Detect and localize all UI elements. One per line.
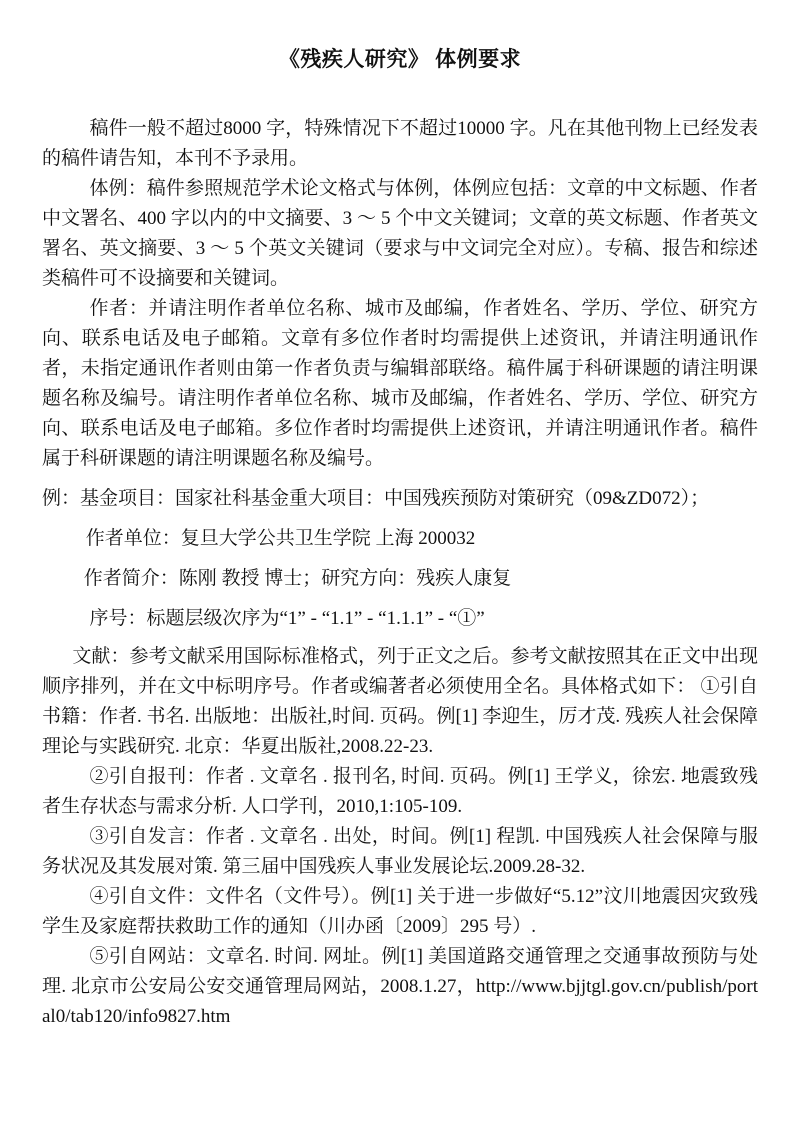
para-ref-website: ⑤引自网站：文章名. 时间. 网址。例[1] 美国道路交通管理之交通事故预防与处理. 北京市公安局公安交通管理局网站，2008.1.27，http://www.bjjtgl.gov.cn/publish/portal0/tab120/info9827.htm (42, 946, 758, 1027)
para-author-info: 作者：并请注明作者单位名称、城市及邮编，作者姓名、学历、学位、研究方向、联系电话及电子邮箱。文章有多位作者时均需提供上述资讯，并请注明通讯作者，未指定通讯作者则由第一作者负责与编辑部联络。稿件属于科研课题的请注明课题名称及编号。请注明作者单位名称、城市及邮编，作者姓名、学历、学位、研究方向、联系电话及电子邮箱。多位作者时均需提供上述资讯，并请注明通讯作者。稿件属于科研课题的请注明课题名称及编号。 (42, 298, 758, 469)
page-title-text: 《残疾人研究》 体例要求 (278, 47, 522, 71)
example-fund-line: 例：基金项目：国家社科基金重大项目：中国残疾预防对策研究（09&ZD072）； (42, 488, 710, 509)
para-ref-speech: ③引自发言：作者 . 文章名 . 出处，时间。例[1] 程凯. 中国残疾人社会保障与服务状况及其发展对策. 第三届中国残疾人事业发展论坛.2009.28-32. (42, 826, 758, 877)
para-ref-document: ④引自文件：文件名（文件号）。例[1] 关于进一步做好“5.12”汶川地震因灾致残学生及家庭帮扶救助工作的通知（川办函〔2009〕295 号）. (42, 886, 758, 937)
example-affiliation-line: 作者单位：复旦大学公共卫生学院 上海 200032 (85, 528, 476, 549)
para-references-intro: 文献：参考文献采用国际标准格式，列于正文之后。参考文献按照其在正文中出现顺序排列，并在文中标明序号。作者或编著者必须使用全名。具体格式如下： ①引自书籍：作者. 书名. 出版地：出版社,时间. 页码。例[1] 李迎生，厉才茂. 残疾人社会保障理论与实践研究. 北京：华夏出版社,2008.22-23. (42, 646, 758, 757)
page-title (42, 44, 758, 74)
para-style-requirements: 体例：稿件参照规范学术论文格式与体例，体例应包括：文章的中文标题、作者中文署名、400 字以内的中文摘要、3 ～ 5 个中文关键词；文章的英文标题、作者英文署名、英文摘要、3 ～ 5 个英文关键词（要求与中文词完全对应）。专稿、报告和综述类稿件可不设摘要和关键词。 (42, 178, 758, 289)
numbering-rule-line: 序号：标题层级次序为“1” - “1.1” - “1.1.1” - “①” (89, 608, 485, 629)
example-bio-line: 作者简介：陈刚 教授 博士；研究方向：残疾人康复 (83, 568, 512, 589)
para-manuscript-length: 稿件一般不超过8000 字，特殊情况下不超过10000 字。凡在其他刊物上已经发表的稿件请告知，本刊不予录用。 (42, 118, 758, 169)
para-ref-periodical: ②引自报刊：作者 . 文章名 . 报刊名, 时间. 页码。例[1] 王学义，徐宏. 地震致残者生存状态与需求分析. 人口学刊，2010,1:105-109. (42, 766, 758, 817)
